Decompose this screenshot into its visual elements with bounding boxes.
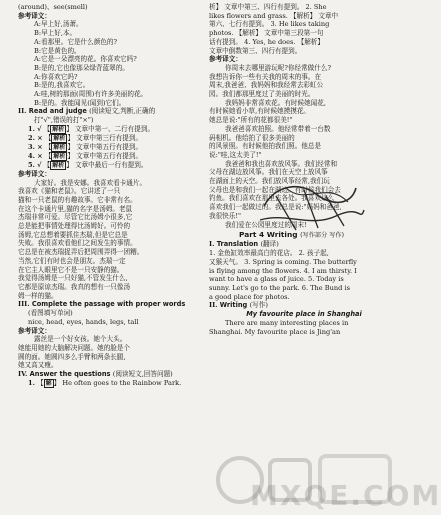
text-line: want to have a glass of juice. 5. Today is (209, 275, 344, 284)
answer-number: 5. √ (28, 160, 42, 169)
section-title: Answer the questions (29, 370, 111, 379)
text-line: 它总是在被杰瑞捉弄后把周围弄得一团糟。 (18, 248, 144, 257)
text-line: 我喜欢《猫和老鼠》。它讲述了一只 (18, 187, 121, 196)
analysis-tag: 解析 (53, 143, 66, 151)
text-line: 她能用她的大脑解决问题。她的脸是个 (18, 343, 131, 352)
answer-item: 5. √ 【 解析 】 文章中最后一行有提到。 (28, 160, 148, 169)
analysis-tag: 解析 (52, 161, 65, 169)
text-line: 第六、七行有提到。 3. He likes taking (209, 20, 330, 29)
answer-text: 文章中最后一行有提到。 (74, 160, 148, 169)
text-line: a good place for photos. (209, 292, 290, 301)
analysis-tag: 解析 (53, 134, 66, 142)
text-line: B:是的。我能闻见(闻到)它们。 (34, 98, 126, 107)
text-line: 1. 金鱼缸效率最高白的花店。 2. 孩子起, (209, 249, 329, 258)
answer-text: 文章中第五行有提到。 (76, 142, 143, 151)
text-line: 码相机。他给拍了很多美丽的 (209, 133, 295, 142)
answer-number: 2. × (28, 133, 43, 142)
analysis-tag: 解 (45, 379, 52, 387)
answer-item: 1. √ 【 解析 】 文章中第一、二行有提到。 (28, 124, 155, 133)
section-title: Translation (216, 240, 259, 249)
text-line: nice, head, eyes, hands, legs, tall (28, 317, 139, 326)
translation-label: 参考译文： (209, 55, 242, 64)
text-line: 当然,它们有时也会是朋友。杰瑞一定 (18, 256, 126, 265)
text-line: 园。我们都那里度过了美丽的时光。 (209, 90, 315, 99)
text-line: 我爸爸喜欢拍照。他经常带着一台数 (225, 124, 331, 133)
part-note: (写作部分 写作) (300, 232, 345, 240)
text-line: 有时候她看小草,有时候她摸摸花。 (209, 107, 311, 116)
text-line: 说:"哇,这太美了!" (209, 150, 262, 159)
analysis-tag: 解析 (52, 125, 65, 133)
text-line: photos. 【解析】 文章中第三段第一句 (209, 29, 324, 38)
section-heading (18, 300, 208, 309)
section-number: III. (18, 300, 30, 309)
answer-item: 2. × 【 解析 】 文章中第三行有提到。 (28, 133, 143, 142)
text-line: 我妈妈非常喜欢花。有时候她闻花, (225, 98, 327, 107)
section-number: II. (18, 107, 27, 116)
text-line: B:是的,它也像那朵绿背蓝翠的。 (34, 63, 129, 72)
answer-number: 3. × (28, 142, 43, 151)
text-line: 汤姆,它总想着要抓住杰瑞,但是它总是 (18, 230, 128, 239)
text-line: B:是的,我喜欢它。 (34, 81, 90, 90)
right-column (209, 3, 399, 336)
translation-label: 参考译文： (18, 11, 51, 20)
text-line: 她总是说:"所有的花都很美!" (209, 116, 293, 125)
text-line: 喜欢我们一起做过的。我总是说:"妈妈和爸爸, (209, 203, 342, 212)
answer-text: 文章中第三行有提到。 (76, 133, 143, 142)
text-line: 她又高又瘦。 (18, 361, 58, 370)
answer-item: 1. 【 解 】 He often goes to the Rainbow Park. (28, 378, 182, 387)
left-column (18, 3, 208, 388)
translation-label: 参考译文： (18, 169, 51, 178)
section-title: Read and judge (28, 107, 87, 116)
text-line: 你周末去哪里游玩呢?你经常做什么? (225, 63, 331, 72)
text-line: likes flowers and grass. 【解析】 文章中 (209, 11, 339, 20)
text-line: A:哇,树的那面(周围)有许多美丽的花。 (34, 90, 148, 99)
part-subtitle: Writing (266, 230, 298, 240)
section-heading (18, 107, 208, 116)
text-line: 父母也是和我们一起在湖边。有时候我们会去 (209, 185, 341, 194)
text-line: 析】 文章中第三、四行有提到。 2. She (209, 3, 327, 11)
text-line: 父母在湖边放风筝。我们在天空上放风筝 (209, 168, 328, 177)
section-number: IV. (18, 370, 28, 379)
section-number: II. (209, 301, 218, 310)
section-note: (阅读短文,判断,正确的 (89, 107, 156, 116)
answer-number: 4. × (28, 151, 43, 160)
text-line: 总是能把事情处理得比汤姆好。可怜的 (18, 222, 131, 231)
section-note: (翻译) (260, 240, 279, 249)
part-title: Part 4 (239, 230, 265, 240)
text-line: 姆一样的猫。 (18, 291, 58, 300)
text-line: B:早上好,本。 (34, 29, 77, 38)
text-line: 我觉得汤姆是一只好猫,不管发生什么, (18, 274, 128, 283)
section-heading (18, 370, 208, 379)
text-line: There are many interesting places in (225, 318, 349, 327)
text-line: B:它是黄色的。 (34, 46, 81, 55)
text-line: 话有提到。 4. Yes, he does. 【解析】 (209, 37, 324, 46)
section-heading (209, 301, 399, 310)
section-heading (209, 240, 399, 249)
text-line: A:它是一朵漂亮的花。你喜欢它吗? (34, 55, 137, 64)
text-line: 我们爱在公园里度过的周末! (225, 220, 307, 229)
watermark-text: MXQE.COM (250, 479, 441, 512)
section-title: Complete the passage with proper words (31, 300, 186, 309)
text-line: 周末,我爸爸、我妈妈和我经常去彩虹公 (209, 81, 324, 90)
text-line: 又猴天气。 3. Spring is coming. The butterfly (209, 257, 357, 266)
text-line: (看图填写单词) (28, 309, 73, 318)
text-line: 钓鱼。我们喜欢在那里去各处。我喜欢这么 (209, 194, 335, 203)
text-line: 杰瑞非常可爱。尽管它比汤姆小很多,它 (18, 213, 133, 222)
text-line: 文章中倒数第三、四行有提到。 (209, 46, 302, 55)
text-line: A:早上好,汤萧。 (34, 20, 83, 29)
text-line: 我想告诉你一些有关我的周末的事。在 (209, 72, 322, 81)
answer-text: 文章中第一、二行有提到。 (74, 124, 155, 133)
section-note: (阅读短文,回答问题) (112, 370, 173, 379)
answer-number: 1. √ (28, 124, 42, 133)
text-line: 我爸爸和我也喜欢放风筝。我们经常和 (225, 159, 338, 168)
part-heading (209, 230, 399, 240)
text-line: 在湖面上的天空。我们放风筝经常,我们玩 (209, 177, 330, 186)
text-line: (around)、see(smell) (18, 3, 88, 11)
text-line: 圆的面。她圆四多么手臂和两条长腿, (18, 352, 126, 361)
text-line: 猫和一只老鼠的有趣故事。它非常有名。 (18, 195, 137, 204)
text-line: sunny. Let's go to the park. 6. The Bund is (209, 283, 350, 292)
text-line: 的风景照。有时候他拍我们照。他总是 (209, 142, 322, 151)
section-title: Writing (219, 301, 248, 310)
analysis-tag: 解析 (53, 152, 66, 160)
text-line: 它都是原谅杰瑞。我真的想有一只像汤 (18, 282, 131, 291)
essay-title: My favourite place in Shanghai (246, 310, 362, 319)
text-line: A:你喜欢它吗? (34, 72, 78, 81)
answer-text: He often goes to the Rainbow Park. (62, 378, 182, 387)
section-note-continued: 打"√",错误的打"×") (34, 116, 94, 125)
text-line: A:看那里。它是什么颜色的? (34, 37, 118, 46)
translation-label: 参考译文： (18, 326, 51, 335)
text-line: 大家好。我是安娜。我喜欢看卡通片。 (34, 178, 147, 187)
answer-item: 4. × 【 解析 】 文章中第五行有提到。 (28, 151, 143, 160)
section-note: (写作) (249, 301, 268, 310)
answer-number: 1. (28, 378, 35, 387)
text-line: is flying among the flowers. 4. I am thirsty. I (209, 266, 357, 275)
text-line: 失败。我很喜欢看他们之间发生的事情。 (18, 239, 137, 248)
answer-item: 3. × 【 解析 】 文章中第五行有提到。 (28, 142, 143, 151)
answer-text: 文章中第五行有提到。 (76, 151, 143, 160)
text-line: Shanghai. My favourite place is Jing'an (209, 327, 341, 336)
text-line: 我很快乐!" (209, 211, 242, 220)
section-number: I. (209, 240, 215, 249)
text-line: 露丝是一个好女孩。她个大头。 (34, 335, 127, 344)
text-line: 在这个卡通片里,猫的名字是汤姆。老鼠 (18, 204, 133, 213)
text-line: 在它主人眼里它不是一只安静的猫。 (18, 265, 124, 274)
